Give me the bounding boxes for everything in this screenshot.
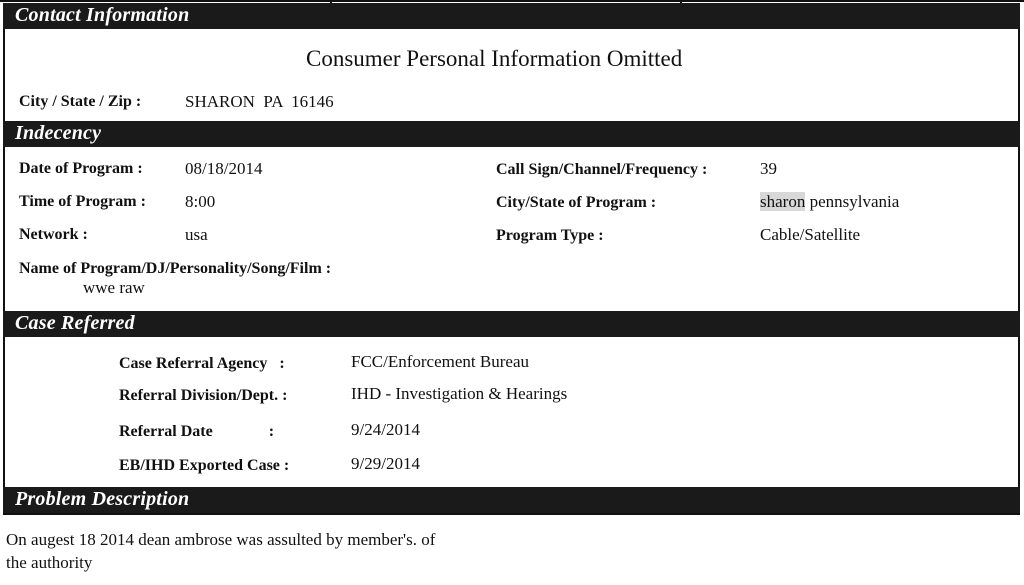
- date-of-program-label: Date of Program :: [19, 160, 143, 177]
- exported-case-value: 9/29/2014: [351, 454, 420, 473]
- referral-division-value: IHD - Investigation & Hearings: [351, 384, 568, 403]
- problem-header-label: Problem Description: [15, 488, 190, 510]
- problem-description-text: On augest 18 2014 dean ambrose was assulted by member's. of the authority: [6, 530, 436, 572]
- contact-section-body: [3, 29, 1020, 121]
- contact-header-label: Contact Information: [15, 4, 190, 26]
- program-name-label: Name of Program/DJ/Personality/Song/Film :: [19, 260, 332, 277]
- problem-header-rule: [3, 513, 1020, 515]
- call-sign-value: 39: [760, 159, 777, 178]
- case-section-header: [3, 311, 1020, 337]
- referral-agency-label: Case Referral Agency :: [119, 355, 285, 372]
- indecency-section-header: [3, 121, 1020, 147]
- network-label: Network :: [19, 226, 88, 243]
- top-rule: [0, 0, 1024, 2]
- contact-section-header: [3, 3, 1020, 29]
- referral-agency-value: FCC/Enforcement Bureau: [351, 352, 529, 371]
- highlighted-word: sharon: [760, 192, 806, 211]
- city-state-zip-value: SHARON PA 16146: [185, 92, 334, 111]
- time-of-program-label: Time of Program :: [19, 193, 146, 210]
- referral-date-label: Referral Date :: [119, 423, 275, 440]
- city-state-of-program-value: [760, 192, 899, 212]
- city-state-of-program-label: City/State of Program :: [496, 194, 657, 211]
- program-type-value: Cable/Satellite: [760, 225, 861, 244]
- call-sign-label: Call Sign/Channel/Frequency :: [496, 161, 708, 178]
- indecency-section-body: [3, 147, 1020, 311]
- referral-division-label: Referral Division/Dept. :: [119, 387, 288, 404]
- network-value: usa: [185, 225, 208, 244]
- time-of-program-value: 8:00: [185, 192, 216, 211]
- omitted-notice: Consumer Personal Information Omitted: [306, 46, 683, 71]
- city-state-zip-label: City / State / Zip :: [19, 93, 142, 110]
- city-state-rest: pennsylvania: [805, 192, 900, 211]
- case-section-body: [3, 337, 1020, 487]
- problem-section-header: [3, 487, 1020, 513]
- referral-date-value: 9/24/2014: [351, 420, 420, 439]
- date-of-program-value: 08/18/2014: [185, 159, 263, 178]
- indecency-header-label: Indecency: [15, 122, 102, 144]
- exported-case-label: EB/IHD Exported Case :: [119, 457, 290, 474]
- case-header-label: Case Referred: [15, 312, 135, 334]
- program-name-value: wwe raw: [83, 278, 145, 297]
- program-type-label: Program Type :: [496, 227, 604, 244]
